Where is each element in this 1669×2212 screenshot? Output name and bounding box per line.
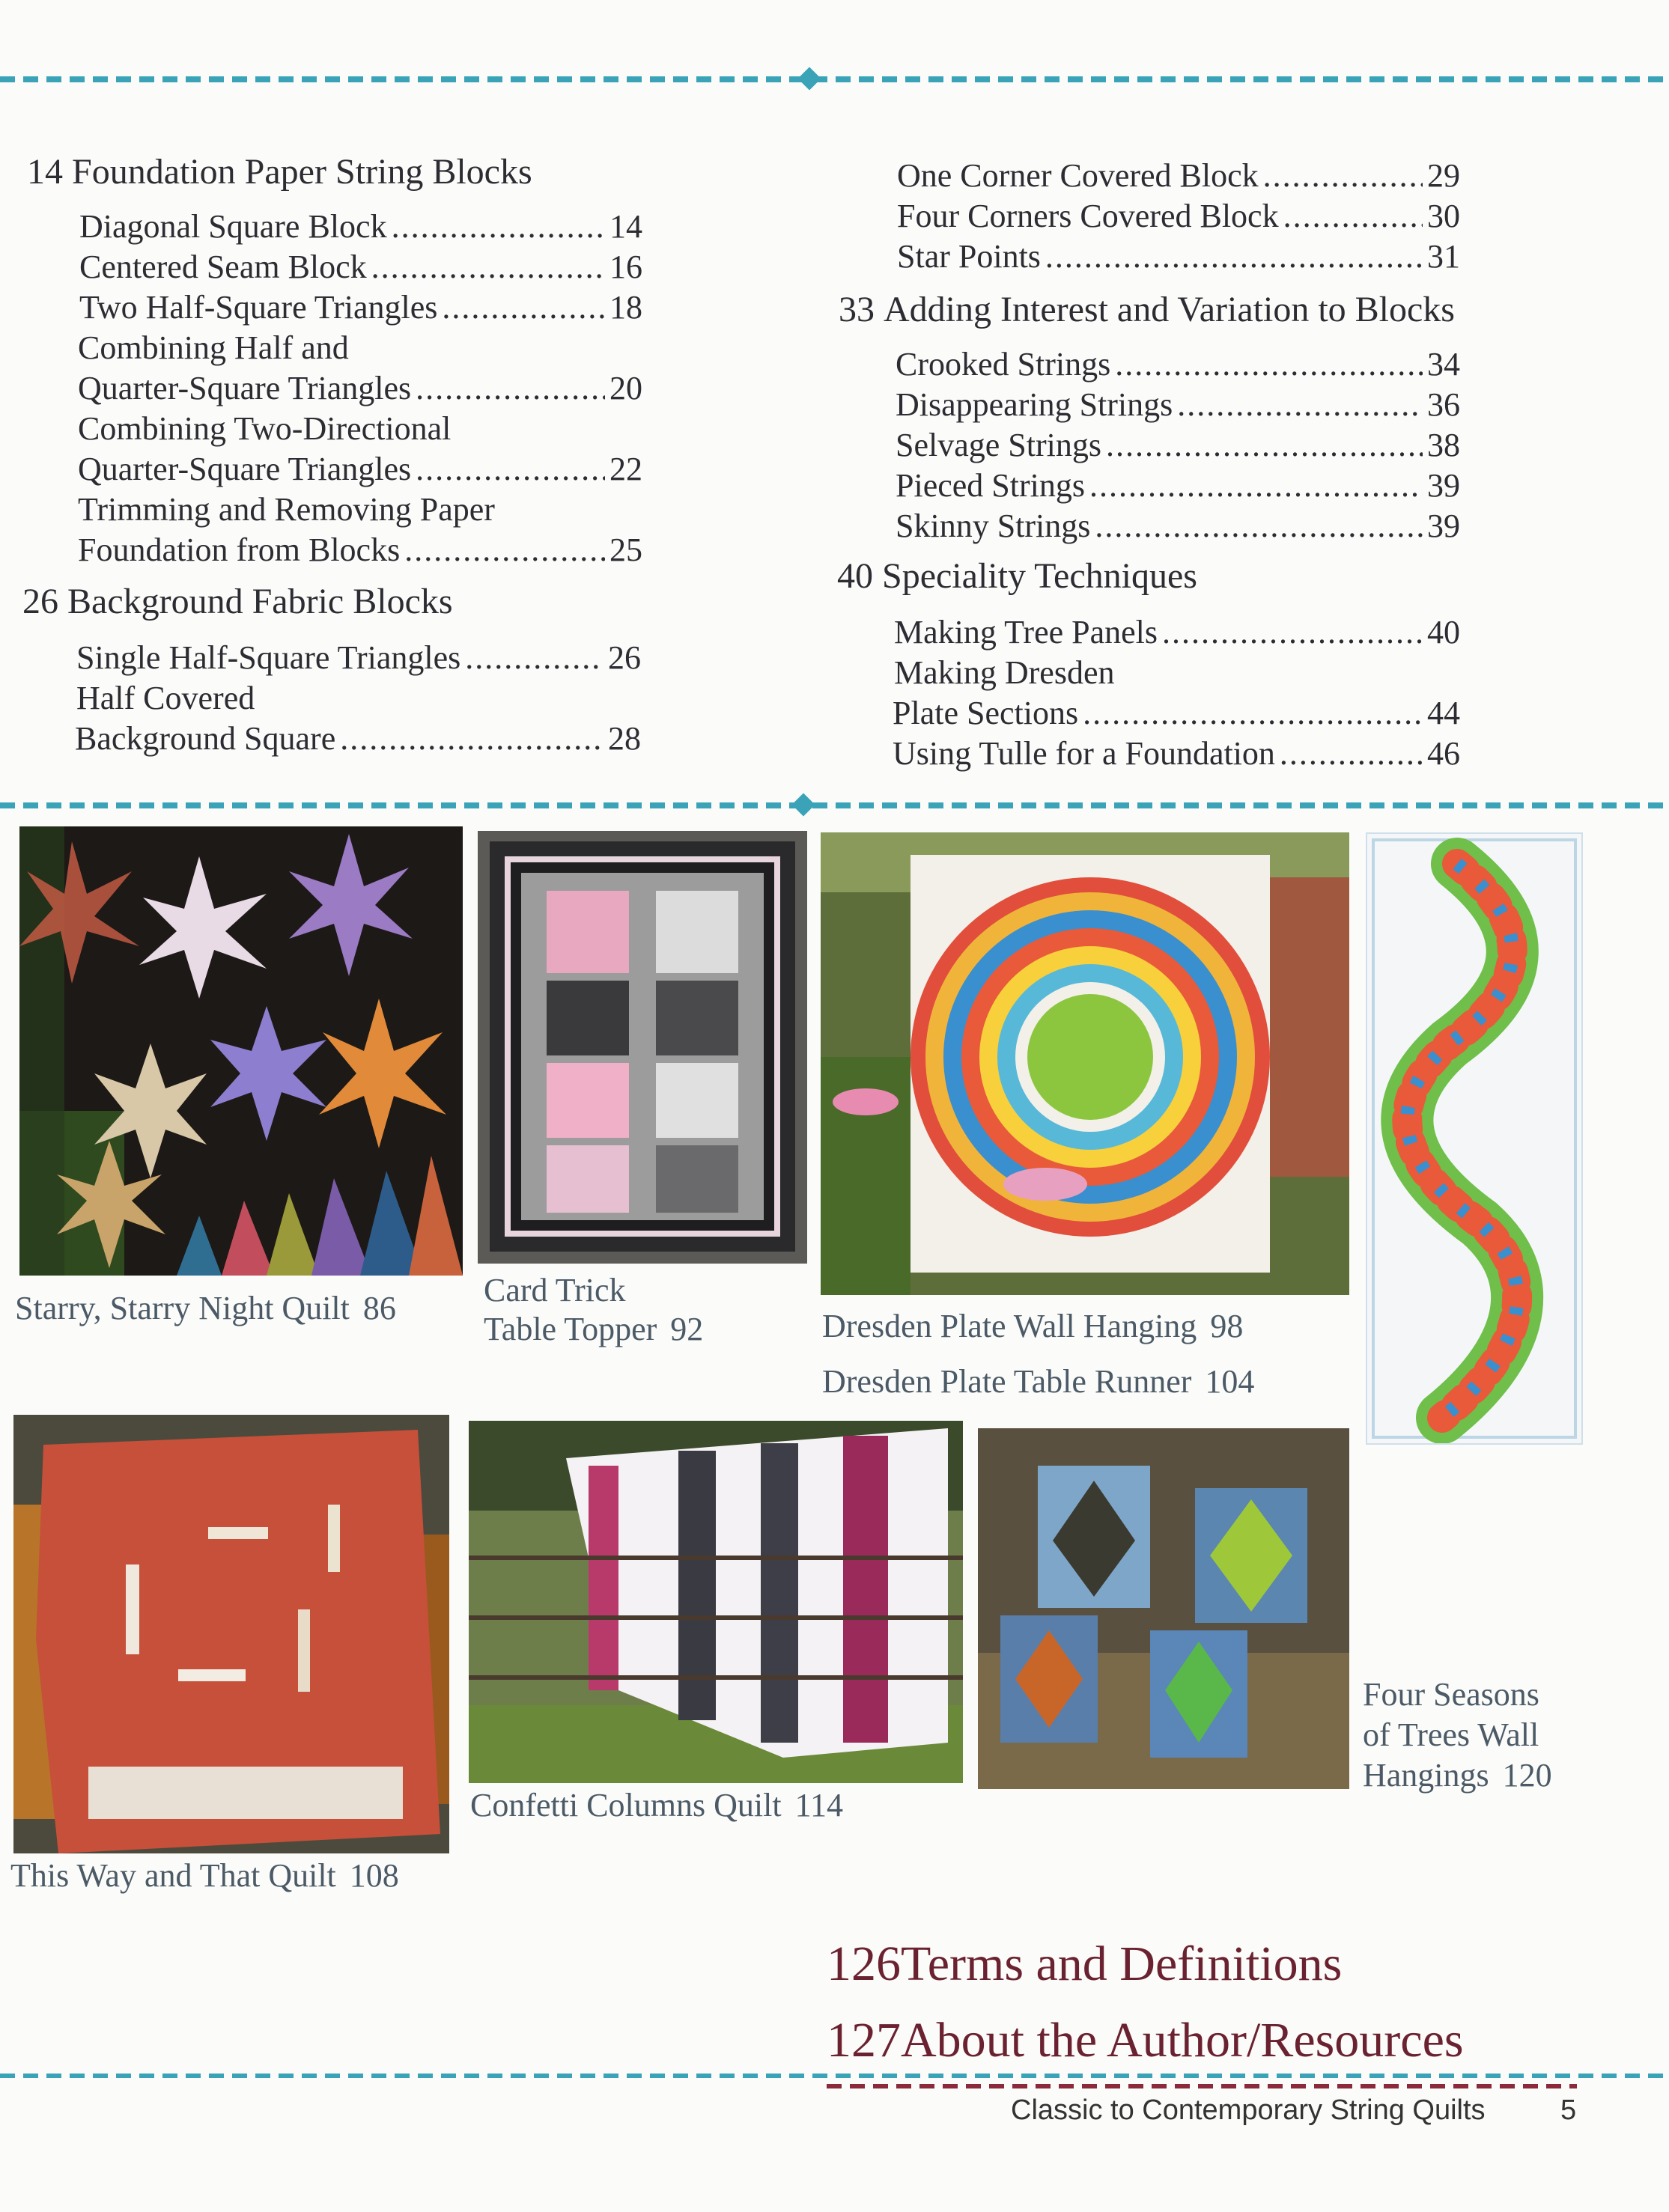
entry-title: Four Corners Covered Block	[897, 198, 1279, 234]
leader-dots	[1095, 506, 1423, 546]
end-item-number: 127	[827, 2013, 901, 2068]
quilt-image	[19, 826, 463, 1276]
toc-section-heading[interactable]	[837, 555, 1197, 597]
entry-page: 44	[1427, 695, 1460, 731]
project-page: 114	[794, 1787, 843, 1823]
entry-page: 18	[609, 289, 642, 326]
entry-page: 40	[1427, 614, 1460, 651]
toc-entry[interactable]	[78, 368, 642, 409]
entry-page: 26	[608, 639, 641, 676]
project-title: This Way and That Quilt	[10, 1857, 336, 1894]
section-number: 26	[22, 582, 58, 621]
project-caption[interactable]	[822, 1307, 1243, 1346]
entry-title: Star Points	[897, 238, 1041, 275]
section-title: Foundation Paper String Blocks	[72, 152, 532, 192]
toc-entry[interactable]	[75, 719, 641, 759]
entry-title: Selvage Strings	[896, 427, 1101, 463]
toc-entry[interactable]	[896, 344, 1460, 385]
entry-title: Crooked Strings	[896, 346, 1111, 383]
end-toc-item[interactable]	[827, 1936, 1342, 1993]
leader-dots	[392, 207, 605, 247]
entry-page: 30	[1427, 198, 1460, 234]
entry-page: 20	[609, 370, 642, 406]
leader-dots	[1106, 425, 1423, 466]
entry-title: Plate Sections	[893, 695, 1079, 731]
top-dashed-rule	[0, 76, 1669, 82]
toc-entry[interactable]	[897, 196, 1460, 237]
leader-dots	[1263, 156, 1423, 196]
project-caption-line1: Four Seasons	[1363, 1676, 1539, 1713]
leader-dots	[1083, 693, 1423, 734]
entry-title: Single Half-Square Triangles	[76, 639, 461, 676]
leader-dots	[404, 530, 605, 570]
entry-page: 14	[609, 208, 642, 245]
entry-title-line1: Combining Half and	[78, 329, 349, 366]
end-item-title: Terms and Definitions	[901, 1937, 1343, 1991]
project-page: 98	[1210, 1308, 1244, 1344]
section-title: Adding Interest and Variation to Blocks	[884, 290, 1455, 329]
entry-title: Background Square	[75, 720, 336, 757]
toc-entry[interactable]	[79, 247, 642, 287]
entry-page: 25	[609, 531, 642, 568]
project-page: 104	[1205, 1363, 1255, 1400]
entry-title: Quarter-Square Triangles	[78, 451, 412, 487]
quilt-image	[469, 1421, 963, 1783]
entry-page: 22	[609, 451, 642, 487]
entry-page: 36	[1427, 386, 1460, 423]
toc-entry[interactable]	[78, 449, 642, 490]
leader-dots	[1280, 734, 1423, 774]
project-caption-line1: Card Trick	[484, 1272, 626, 1308]
footer-page-number: 5	[1560, 2094, 1577, 2126]
entry-page: 39	[1427, 467, 1460, 504]
entry-title: Centered Seam Block	[79, 249, 367, 285]
project-page: 86	[362, 1290, 396, 1326]
this-way-and-that-photo[interactable]	[13, 1415, 449, 1853]
toc-entry[interactable]	[894, 612, 1460, 653]
quilt-image	[13, 1415, 449, 1853]
entry-page: 38	[1427, 427, 1460, 463]
footer-book-title: Classic to Contemporary String Quilts	[1011, 2094, 1486, 2126]
toc-entry[interactable]	[897, 237, 1460, 277]
toc-section-heading[interactable]	[27, 151, 532, 193]
entry-title: Skinny Strings	[896, 508, 1091, 544]
bottom-dashed-rule	[0, 2074, 1669, 2078]
project-title: Hangings	[1363, 1757, 1489, 1794]
section-title: Speciality Techniques	[882, 556, 1197, 596]
entry-title: Disappearing Strings	[896, 386, 1173, 423]
leader-dots	[1162, 612, 1423, 653]
project-title: Table Topper	[484, 1311, 657, 1347]
entry-title: Using Tulle for a Foundation	[893, 735, 1275, 772]
section-number: 14	[27, 152, 63, 192]
quilt-image	[1367, 834, 1581, 1443]
quilt-image	[478, 831, 807, 1264]
entry-title: Making Tree Panels	[894, 614, 1158, 651]
toc-section-heading[interactable]	[22, 581, 453, 623]
entry-page: 34	[1427, 346, 1460, 383]
toc-entry[interactable]	[896, 385, 1460, 425]
card-trick-photo[interactable]	[478, 831, 807, 1264]
project-title: Confetti Columns Quilt	[470, 1787, 782, 1823]
toc-entry[interactable]	[896, 466, 1460, 506]
starry-night-quilt-photo[interactable]	[19, 826, 463, 1276]
entry-page: 29	[1427, 157, 1460, 194]
section-title: Background Fabric Blocks	[67, 582, 453, 621]
toc-entry[interactable]	[78, 530, 642, 570]
end-item-title: About the Author/Resources	[901, 2013, 1464, 2068]
toc-section-heading[interactable]	[839, 289, 1455, 331]
leader-dots	[1177, 385, 1423, 425]
project-page: 92	[670, 1311, 704, 1347]
project-caption[interactable]	[484, 1310, 703, 1349]
entry-title: Foundation from Blocks	[78, 531, 401, 568]
end-item-number: 126	[827, 1937, 901, 1991]
toc-entry[interactable]	[896, 506, 1460, 546]
leader-dots	[416, 449, 605, 490]
entry-title-line1: Trimming and Removing Paper	[78, 491, 495, 528]
confetti-columns-photo[interactable]	[469, 1421, 963, 1783]
middle-dashed-rule	[0, 802, 1669, 808]
project-caption[interactable]	[15, 1289, 396, 1328]
quilt-image	[821, 832, 1349, 1295]
end-toc-item[interactable]	[827, 2012, 1464, 2069]
leader-dots	[442, 287, 605, 328]
project-caption-line2: of Trees Wall	[1363, 1716, 1539, 1753]
entry-page: 28	[608, 720, 641, 757]
section-number: 33	[839, 290, 875, 329]
rule-diamond	[791, 793, 815, 816]
section-number: 40	[837, 556, 873, 596]
leader-dots	[1283, 196, 1423, 237]
project-caption[interactable]	[470, 1786, 843, 1825]
leader-dots	[340, 719, 604, 759]
entry-title-line1: Combining Two-Directional	[78, 410, 452, 447]
entry-page: 39	[1427, 508, 1460, 544]
entry-title: One Corner Covered Block	[897, 157, 1259, 194]
bottom-accent-rule	[827, 2084, 1577, 2088]
dresden-wall-hanging-photo[interactable]	[821, 832, 1349, 1295]
project-caption[interactable]	[10, 1856, 399, 1895]
leader-dots	[465, 638, 604, 678]
leader-dots	[1115, 344, 1423, 385]
toc-entry[interactable]	[79, 207, 642, 247]
entry-title-line1: Making Dresden	[894, 654, 1115, 691]
project-caption[interactable]	[822, 1362, 1254, 1401]
project-title: Starry, Starry Night Quilt	[15, 1290, 350, 1326]
project-caption[interactable]	[1363, 1756, 1552, 1795]
toc-entry[interactable]	[893, 734, 1460, 774]
toc-entry[interactable]	[76, 638, 641, 678]
leader-dots	[1045, 237, 1423, 277]
project-title: Dresden Plate Table Runner	[822, 1363, 1192, 1400]
dresden-table-runner-photo[interactable]	[1366, 832, 1583, 1445]
project-page: 108	[349, 1857, 399, 1894]
entry-title: Two Half-Square Triangles	[79, 289, 438, 326]
toc-entry[interactable]	[897, 156, 1460, 196]
project-page: 120	[1502, 1757, 1552, 1794]
entry-title: Diagonal Square Block	[79, 208, 387, 245]
project-title: Dresden Plate Wall Hanging	[822, 1308, 1197, 1344]
entry-title: Quarter-Square Triangles	[78, 370, 412, 406]
leader-dots	[371, 247, 605, 287]
leader-dots	[1089, 466, 1423, 506]
rule-diamond	[797, 67, 821, 90]
quilt-image	[978, 1428, 1349, 1789]
entry-page: 31	[1427, 238, 1460, 275]
four-seasons-trees-photo[interactable]	[978, 1428, 1349, 1789]
entry-page: 16	[609, 249, 642, 285]
entry-title-line1: Half Covered	[76, 680, 255, 716]
toc-entry[interactable]	[896, 425, 1460, 466]
entry-title: Pieced Strings	[896, 467, 1085, 504]
toc-entry[interactable]	[893, 693, 1460, 734]
toc-entry[interactable]	[79, 287, 642, 328]
leader-dots	[416, 368, 605, 409]
entry-page: 46	[1427, 735, 1460, 772]
